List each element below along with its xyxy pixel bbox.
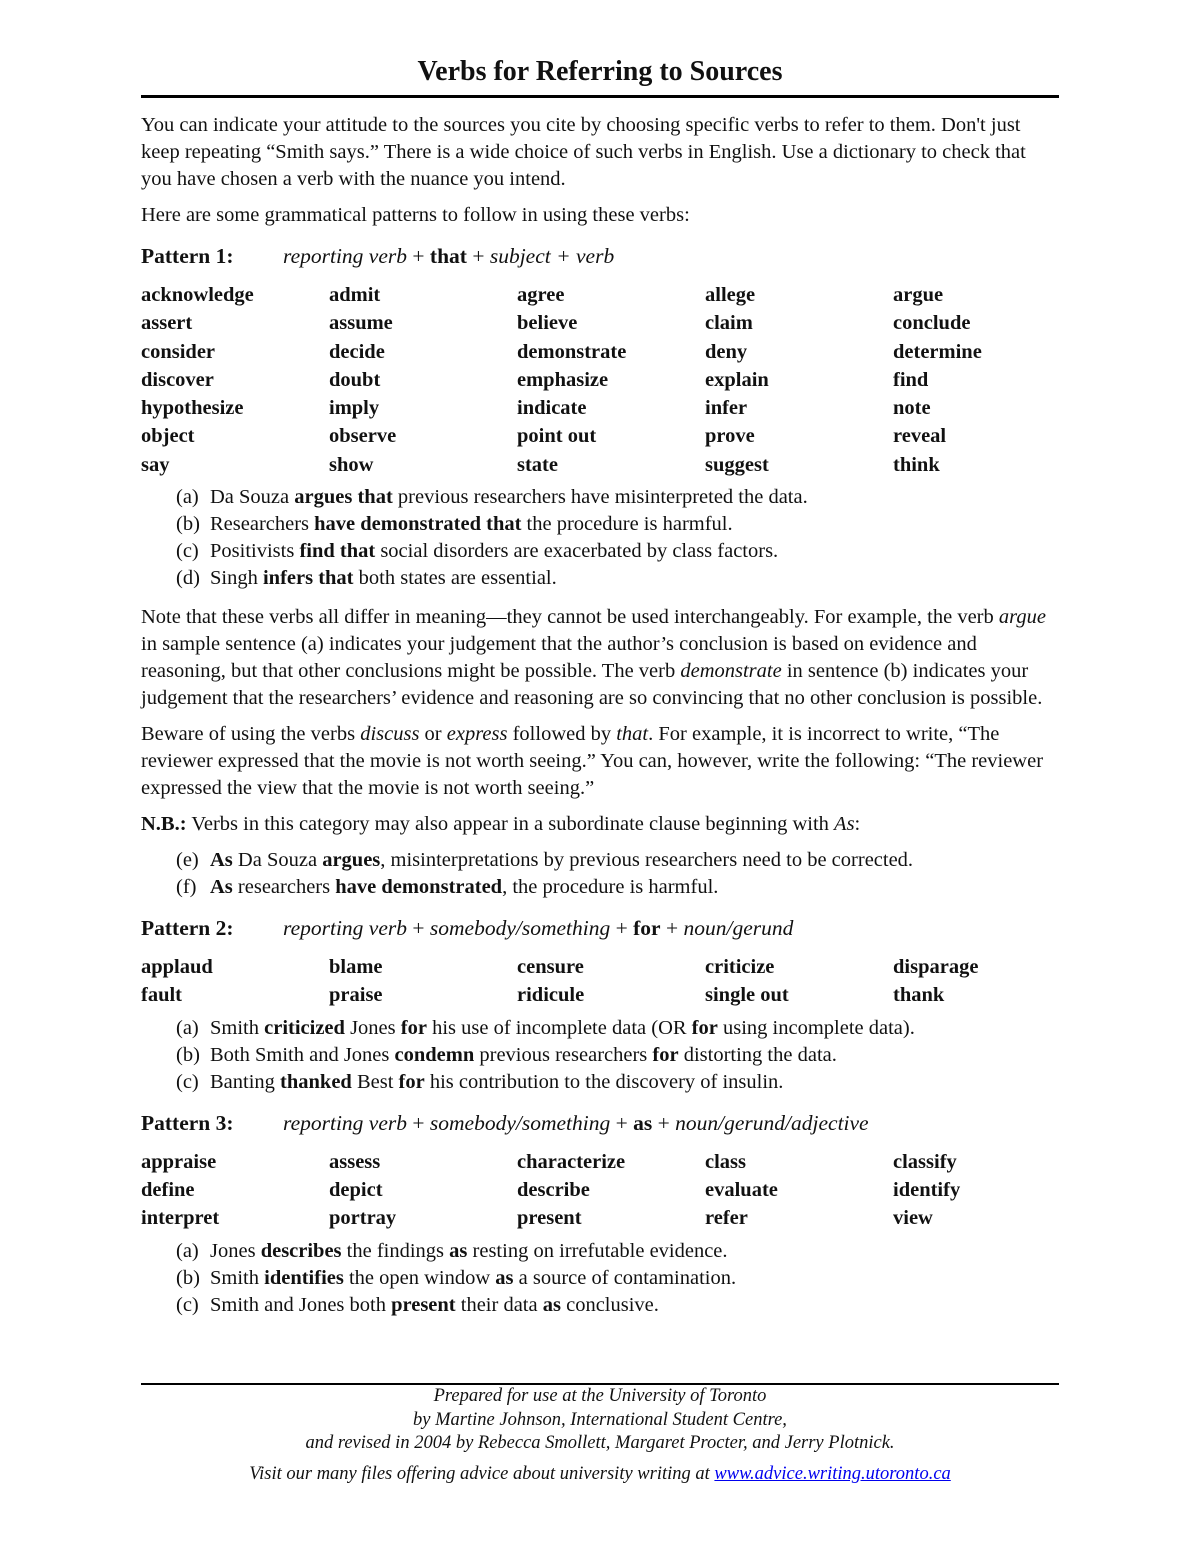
verb-item: decide: [329, 340, 385, 363]
verb-item: admit: [329, 284, 381, 306]
example-text: Smith criticized Jones for his use of incomplete data (OR for using incomplete data).: [210, 1016, 915, 1039]
verb-item: acknowledge: [141, 284, 254, 306]
example-sentence: [176, 538, 1059, 565]
verb-item: applaud: [141, 956, 213, 979]
verb-item: argue: [893, 284, 944, 306]
verb-item: object: [141, 425, 195, 448]
pattern-1-plus: +: [407, 244, 430, 268]
verb-item: say: [141, 453, 170, 476]
verb-item: ridicule: [517, 984, 585, 1007]
example-text: Positivists find that social disorders are exacerbated by class factors.: [210, 540, 779, 563]
example-sentence: [176, 1238, 1059, 1265]
verb-item: evaluate: [705, 1178, 778, 1201]
footer-line: by Martine Johnson, International Student Centre,: [413, 1409, 787, 1430]
pattern-3-examples: [141, 1238, 1059, 1319]
example-text: As Da Souza argues, misinterpretations by previous researchers need to be corrected.: [210, 849, 914, 872]
example-sentence: [176, 1015, 1059, 1042]
pattern-3-heading: Pattern 3: reporting verb + somebody/something + as + noun/gerund/adjective: [141, 1108, 1059, 1138]
pattern-2-label: Pattern 2:: [141, 916, 234, 941]
nb-paragraph: N.B.: Verbs in this category may also appear in a subordinate clause beginning with As:: [141, 813, 861, 836]
example-sentence: [176, 484, 1059, 511]
example-label: (c): [176, 540, 199, 563]
example-sentence: [176, 565, 1059, 592]
example-label: (b): [176, 1266, 200, 1289]
pattern-2-heading: Pattern 2: reporting verb + somebody/something + for + noun/gerund: [141, 913, 1059, 943]
example-sentence: [176, 1042, 1059, 1069]
verb-item: assume: [329, 312, 393, 335]
verb-item: prove: [705, 425, 755, 448]
verb-item: censure: [517, 956, 584, 979]
patterns-intro: Here are some grammatical patterns to follow in using these verbs:: [141, 204, 690, 226]
pattern-1-formula-part: reporting verb: [283, 244, 408, 268]
verb-item: disparage: [893, 956, 979, 979]
example-text: Smith identifies the open window as a source of contamination.: [210, 1266, 737, 1289]
pattern-1-formula-part: subject + verb: [489, 244, 615, 268]
pattern-1-heading: [141, 241, 1059, 271]
verb-item: point out: [517, 425, 597, 448]
verb-item: characterize: [517, 1150, 626, 1173]
example-text: Researchers have demonstrated that the procedure is harmful.: [210, 513, 733, 536]
pattern-3-verb-list: [141, 1148, 1059, 1233]
verb-item: praise: [329, 984, 383, 1007]
example-sentence: [176, 511, 1059, 538]
example-text: Jones describes the findings as resting on irrefutable evidence.: [210, 1239, 728, 1262]
verb-item: reveal: [893, 425, 947, 448]
verb-item: determine: [893, 340, 982, 363]
example-text: Both Smith and Jones condemn previous researchers for distorting the data.: [210, 1043, 837, 1066]
verb-item: note: [893, 397, 931, 420]
pattern-2-verb-list: [141, 953, 1059, 1010]
verb-item: believe: [517, 312, 578, 335]
example-label: (d): [176, 567, 200, 590]
example-label: (a): [176, 1239, 199, 1262]
pattern-2-examples: [141, 1015, 1059, 1096]
verb-item: suggest: [705, 453, 769, 476]
pattern-1-label: Pattern 1:: [141, 244, 234, 268]
example-label: (c): [176, 1070, 199, 1093]
example-sentence: [176, 847, 1059, 874]
verb-item: state: [517, 453, 558, 476]
verb-item: identify: [893, 1178, 961, 1201]
verb-item: emphasize: [517, 368, 609, 391]
verb-item: view: [893, 1207, 933, 1230]
example-label: (e): [176, 849, 199, 872]
verb-item: demonstrate: [517, 340, 627, 363]
intro-paragraph: You can indicate your attitude to the sources you cite by choosing specific verbs to refer to them. Don't just keep repeating “Smith says.” There is a wide choice of such verbs in English. Use a dictionary to check that you have chosen a verb with the nuance you intend.: [141, 114, 1026, 190]
page-title: Verbs for Referring to Sources: [417, 56, 783, 87]
verb-item: think: [893, 453, 940, 476]
verb-item: describe: [517, 1178, 590, 1201]
verb-item: claim: [705, 312, 753, 335]
nb-examples: [141, 847, 1059, 901]
footer: [141, 1385, 1059, 1486]
verb-item: define: [141, 1178, 195, 1201]
beware-paragraph: Beware of using the verbs discuss or express followed by that. For example, it is incorrect to write, “The reviewer expressed that the movie is not worth seeing.” You can, however, write the following: “The reviewer expressed the view that the movie is not worth seeing.”: [141, 723, 1044, 800]
footer-line: and revised in 2004 by Rebecca Smollett, Margaret Procter, and Jerry Plotnick.: [305, 1433, 895, 1453]
footer-visit-line: Visit our many files offering advice about university writing at www.advice.writing.utoronto.ca: [249, 1463, 951, 1484]
verb-item: doubt: [329, 368, 381, 391]
verb-item: single out: [705, 984, 789, 1007]
verb-item: consider: [141, 340, 216, 363]
example-label: (b): [176, 1043, 200, 1066]
verb-item: fault: [141, 984, 182, 1007]
example-sentence: [176, 1292, 1059, 1319]
advice-website-link[interactable]: www.advice.writing.utoronto.ca: [714, 1463, 951, 1484]
verb-item: explain: [705, 368, 769, 391]
verb-item: infer: [705, 397, 748, 420]
title-divider: [141, 95, 1059, 98]
example-label: (b): [176, 513, 200, 536]
example-sentence: [176, 874, 1059, 901]
verb-item: conclude: [893, 312, 971, 335]
pattern-1-plus: +: [466, 244, 490, 268]
verb-item: imply: [329, 397, 380, 420]
note-paragraph: Note that these verbs all differ in meaning—they cannot be used interchangeably. For example, the verb argue in sample sentence (a) indicates your judgement that the author’s conclusion is based on evidence and reasoning, but that other conclusions might be possible. The verb demonstrate in sentence (b) indicates your judgement that the researchers’ evidence and reasoning are so convincing that no other conclusion is possible.: [141, 606, 1046, 710]
pattern-3-label: Pattern 3:: [141, 1110, 234, 1135]
verb-item: indicate: [517, 397, 587, 420]
verb-item: depict: [329, 1178, 383, 1201]
verb-item: criticize: [705, 956, 775, 979]
verb-item: interpret: [141, 1207, 220, 1230]
verb-item: refer: [705, 1207, 748, 1230]
verb-item: find: [893, 368, 929, 391]
pattern-1-verb-list: [141, 281, 1059, 479]
verb-item: blame: [329, 956, 383, 979]
example-label: (f): [176, 876, 197, 899]
verb-item: classify: [893, 1150, 957, 1173]
pattern-1-examples: [141, 484, 1059, 592]
example-text: As researchers have demonstrated, the procedure is harmful.: [210, 876, 719, 899]
example-text: Smith and Jones both present their data as conclusive.: [210, 1293, 659, 1316]
example-label: (a): [176, 486, 199, 509]
verb-item: agree: [517, 284, 565, 306]
verb-item: observe: [329, 425, 397, 448]
verb-item: discover: [141, 368, 214, 391]
document-page: [141, 52, 1059, 1319]
example-sentence: [176, 1265, 1059, 1292]
example-text: Banting thanked Best for his contribution to the discovery of insulin.: [210, 1070, 784, 1093]
verb-item: allege: [705, 284, 756, 306]
verb-item: hypothesize: [141, 397, 244, 420]
footer-line: Prepared for use at the University of Toronto: [433, 1386, 767, 1406]
verb-item: assess: [329, 1150, 381, 1173]
verb-item: thank: [893, 984, 945, 1007]
verb-item: portray: [329, 1207, 397, 1230]
verb-item: assert: [141, 312, 193, 335]
pattern-1-formula-keyword: that: [429, 244, 467, 268]
verb-item: class: [705, 1150, 746, 1173]
example-label: (a): [176, 1016, 199, 1039]
verb-item: present: [517, 1207, 582, 1230]
verb-item: deny: [705, 340, 748, 363]
example-sentence: [176, 1069, 1059, 1096]
example-text: Singh infers that both states are essential.: [210, 567, 557, 590]
verb-item: appraise: [141, 1150, 217, 1173]
example-text: Da Souza argues that previous researchers have misinterpreted the data.: [210, 486, 808, 509]
verb-item: show: [329, 453, 374, 476]
example-label: (c): [176, 1293, 199, 1316]
